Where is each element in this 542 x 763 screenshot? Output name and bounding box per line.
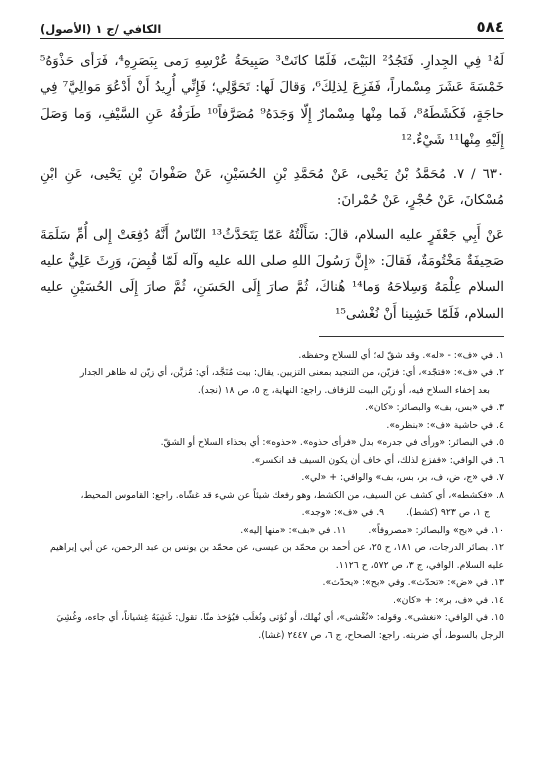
main-paragraph: لَهُ¹ فِي الجِدارِ. فَتَجُدُ² البَيْتَ، فَلَمّا كانَتْ³ صَبِيحَةُ عُرْسِهِ رَمى بِبَصَرِهِ⁴، فَرَأى حَذْوَهُ⁵ خَمْسَةَ عَشَرَ مِسْماراً، فَفَزِعَ لِذلِكَ⁶، وَقالَ لَها: تَحَوَّلِي؛ فَإِنِّي أُرِيدُ أَنْ أَدْعُوَ مَوالِيَّ⁷ فِي حاجَةٍ، فَكَشَطَهُ⁸، فَما مِنْها مِسْمارٌ إِلّا وَجَدَهُ⁹ مُصَرَّفاً¹⁰ طَرَفُهُ عَنِ السَّيْفِ، وَما وَصَلَ إِلَيْهِ مِنْها¹¹ شَيْءٌ.¹² xyxy=(40,54,504,148)
header-rule xyxy=(40,38,504,39)
footnote: ٩. في «ف»: «وجد». xyxy=(301,507,385,519)
footnotes-divider xyxy=(319,336,504,337)
footnote: ١. في «ف»: - «له». وقد شقّ له؛ أي للسلاح وحفظه. xyxy=(298,349,504,361)
footnote: ١١. في «بف»: «منها إليه». xyxy=(240,524,347,536)
main-text xyxy=(40,49,504,328)
footnotes xyxy=(40,347,504,645)
footnote: ١٤. في «ف، بر»: + «كان». xyxy=(393,594,504,606)
hadith-isnad: ٦٣٠ / ٧. مُحَمَّدُ بْنُ يَحْيى، عَنْ مُحَمَّدِ بْنِ الحُسَيْنِ، عَنْ صَفْوانَ بْنِ يَحْيى، عَنِ ابْنِ مُسْكانَ، عَنْ حُجْرٍ، عَنْ حُمْرانَ: xyxy=(40,167,504,209)
running-title: الكافي /ج ١ (الأصول) xyxy=(40,22,162,36)
footnote-continuation: ج ١، ص ٩٢٣ (كشط). xyxy=(406,507,490,519)
footnote: ١٠. في «بح» والبصائر: «مصروفاً». xyxy=(368,524,504,536)
footnote: ٨. «فكشطه»، أي كشف عن السيف، من الكشط، وهو رفعك شيئاً عن شيء قد غشّاه. راجع: القاموس المحيط، xyxy=(80,489,504,501)
footnote: ٣. في «بس، بف» والبصائر: «كان». xyxy=(365,402,504,414)
footnote: ٦. في الوافي: «ففزع لذلك، أي خاف أن يكون السيف قد انكسر». xyxy=(251,454,504,466)
footnote: ١٣. في «ض»: «تحدّث». وفي «بح»: «يحدّث». xyxy=(322,577,504,589)
footnote-row xyxy=(40,522,504,540)
footnote: ٤. في حاشية «ف»: «بنظره». xyxy=(386,419,504,431)
running-header xyxy=(40,12,504,36)
footnote-row xyxy=(40,504,504,522)
footnote: ١٥. في الوافي: «نغشى». وقوله: «نُغْشى»، أي نُهلك، أو نُؤتى ونُغلَب فيُؤخذ منّا. تقول: غَشِيَهُ غِشياناً، أي جاءه، وغُشِيَ الرجل بالسوط، أي ضربته. راجع: الصحاح، ج ٦، ص ٢٤٤٧ (غشا). xyxy=(56,612,504,641)
footnote-continuation: بعد إخفاء السلاح فيه، أو زيّن البيت للزفاف. راجع: النهاية، ج ٥، ص ١٨ (نجد). xyxy=(197,384,490,396)
footnote: ٥. في البصائر: «ورأى في جدره» بدل «فرأى حذوه». «حذوه»: أي بحذاء السلاح أو الشقّ. xyxy=(160,437,504,449)
footnote: ١٢. بصائر الدرجات، ص ١٨١، ح ٢٥، عن أحمد بن محمّد بن عيسى، عن محمّد بن يونس بن عبد الرحمن، عن أبي إبراهيم عليه السلام. الوافي، ج ٣، ص ٥٧٢، ح ١١٢٦. xyxy=(49,542,504,571)
hadith-text: عَنْ أَبِي جَعْفَرٍ عليه السلام، قالَ: سَأَلْتُهُ عَمّا يَتَحَدَّثُ¹³ النّاسُ أَنَّهُ دُفِعَتْ إِلى أُمِّ سَلَمَةَ صَحِيفَةٌ مَخْتُومَةٌ، فَقالَ: «إِنَّ رَسُولَ اللهِ صلى الله عليه وآله لَمّا قُبِضَ، وَرِثَ عَلِيٌّ عليه السلام عِلْمَهُ وَسِلاحَهُ وَما¹⁴ هُناكَ، ثُمَّ صارَ إِلَى الحَسَنِ، ثُمَّ صارَ إِلَى الحُسَيْنِ عليه السلام، فَلَمّا خَشِينا أَنْ نُغْشى¹⁵ xyxy=(40,227,504,322)
footnote: ٧. في «ج، ض، ف، بر، بس، بف» والوافي: + «لي». xyxy=(301,472,504,484)
page-number: ٥٨٤ xyxy=(476,18,504,36)
footnote: ٢. في «ف»: «فتجّد»، أي: فزيّن، من التنجيد بمعنى التزيين. يقال: بيت مُنَجَّد، أي: مُزيَّن، أي زيّن له ظاهر الجدار xyxy=(79,367,504,379)
